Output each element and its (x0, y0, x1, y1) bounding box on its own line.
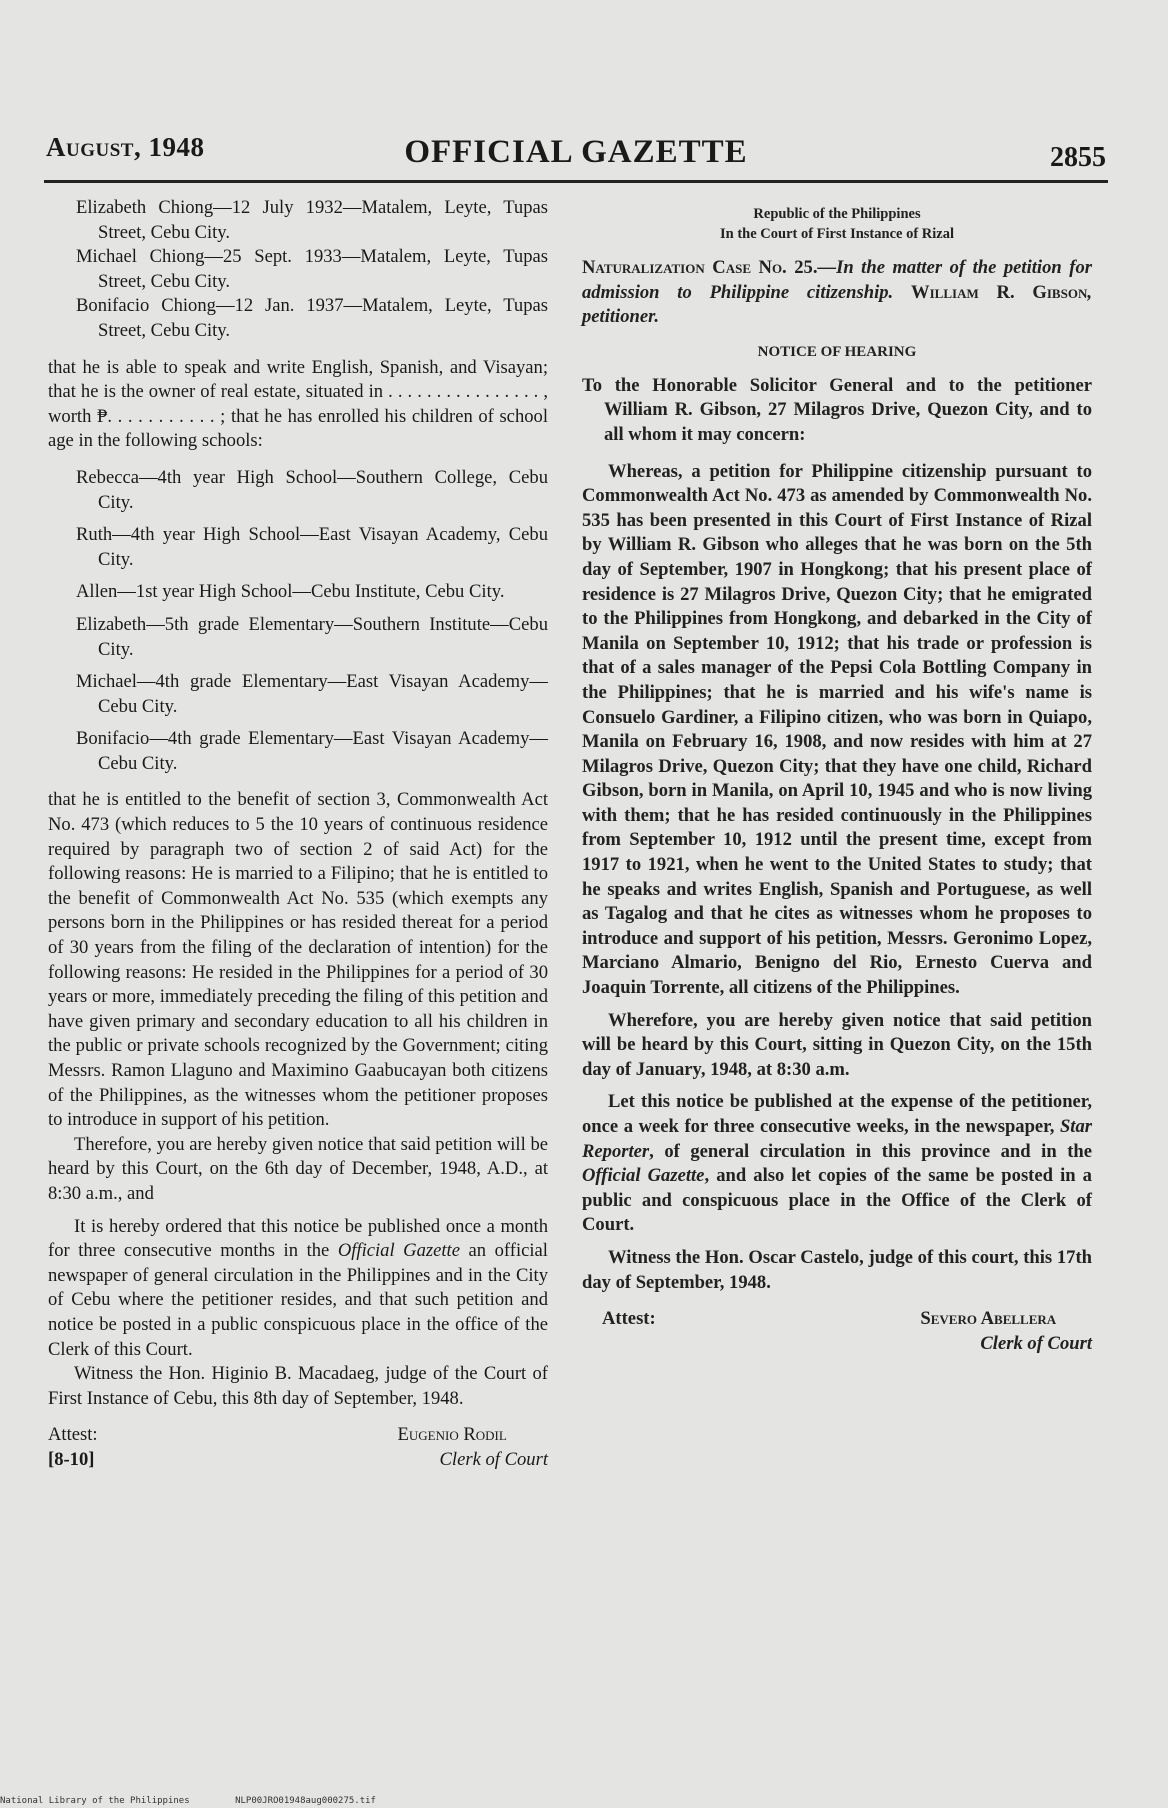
newspaper-name: Star Reporter (582, 1116, 1092, 1162)
publish-text-2: , of general circulation in this province and in the (649, 1140, 1092, 1162)
clerk-title: Clerk of Court (980, 1332, 1092, 1354)
school-entry: Ruth—4th year High School—East Visayan Academy, Cebu City. (76, 524, 548, 570)
ordered-text-2: an official newspaper of general circulation in the Philippines and in the City of Cebu where the petitioner resides, and that such petition and notice be posted in a public conspicuous place in the office of the Clerk of this Court. (48, 1240, 548, 1360)
ordered-text-1: It is hereby ordered that this notice be published once a month for three consecutive months in the (48, 1215, 548, 1262)
school-entry: Rebecca—4th year High School—Southern College, Cebu City. (76, 466, 548, 513)
addressee-paragraph: To the Honorable Solicitor General and to the petitioner William R. Gibson, 27 Milagros Drive, Quezon City, and to all whom it may concern: (582, 374, 1092, 445)
scan-filename: NLP00JRO01948aug000275.tif (235, 1796, 376, 1806)
witness-paragraph: Witness the Hon. Oscar Castelo, judge of this court, this 17th day of September, 1948. (582, 1246, 1092, 1293)
case-matter: —In the matter of the petition for admission to Philippine citizenship. (582, 257, 1092, 303)
wherefore-paragraph: Wherefore, you are hereby given notice that said petition will be heard by this Court, sitting in Quezon City, on the 15th day of January, 1948, at 8:30 a.m. (582, 1009, 1092, 1080)
left-column (48, 196, 548, 1473)
ordered-paragraph (48, 1215, 548, 1363)
library-credit: National Library of the Philippines (0, 1796, 190, 1806)
school-entry: Bonifacio—4th grade Elementary—East Visayan Academy—Cebu City. (76, 728, 548, 774)
right-column (582, 196, 1092, 1357)
court-republic: Republic of the Philippines (753, 206, 921, 222)
petitioner-role: , petitioner. (582, 281, 1092, 328)
publication-title: OFFICIAL GAZETTE (404, 134, 748, 170)
publish-text-3: , and also let copies of the same be posted in a public and conspicuous place in the Office of the Clerk of Court. (582, 1165, 1092, 1236)
publish-text-1: Let this notice be published at the expense of the petitioner, once a week for three consecutive weeks, in the newspaper, (582, 1091, 1092, 1137)
page-number: 2855 (1050, 142, 1106, 173)
scan-footer (0, 1796, 1168, 1806)
left-signature-block (48, 1423, 548, 1473)
right-signature-block (582, 1307, 1092, 1357)
attest-label: Attest: (48, 1424, 98, 1446)
clerk-name: Severo Abellera (920, 1308, 1057, 1330)
attest-label: Attest: (602, 1308, 656, 1330)
issue-month: August, 1948 (46, 132, 205, 162)
schools-intro-paragraph: that he is able to speak and write English, Spanish, and Visayan; that he is the owner of real estate, situated in . . . . . . . . . . . . . . . . , worth ₱. . . . . . . . . . . ; that he has enrolled his children of school age in the following schools: (48, 356, 548, 452)
school-entry: Elizabeth—5th grade Elementary—Southern Institute—Cebu City. (76, 613, 548, 660)
birth-entry: Bonifacio Chiong—12 Jan. 1937—Matalem, Leyte, Tupas Street, Cebu City. (76, 295, 548, 341)
clerk-title: Clerk of Court (439, 1448, 548, 1470)
whereas-paragraph: Whereas, a petition for Philippine citizenship pursuant to Commonwealth Act No. 473 as amended by Commonwealth No. 535 has been presented in this Court of First Instance of Rizal by William R. Gibson who alleges that he was born on the 5th day of September, 1907 in Hongkong; that his present place of residence is 27 Milagros Drive, Quezon City; that he emigrated to the Philippines from Hongkong, and debarked in the City of Manila on September 10, 1912; that his trade or profession is that of a sales manager of the Pepsi Cola Bottling Company in the Philippines; that he is married and his wife's name is Consuelo Gardiner, a Filipino citizen, who was born in Quiapo, Manila on February 16, 1908, and now resides with him at 27 Milagros Drive, Quezon City; that they have one child, Richard Gibson, born in Manila, on April 10, 1945 and who is now living with them; that he has resided continuously in the Philippines from September 10, 1912 until the present time, except from 1917 to 1921, when he went to the United States to study; that he speaks and writes English, Spanish and Portuguese, as well as Tagalog and that he cites as witnesses whom he proposes to introduce and support of his petition, Messrs. Geronimo Lopez, Marciano Almario, Benigno del Rio, Ernesto Cuerva and Joaquin Torrente, all citizens of the Philippines. (582, 460, 1092, 999)
case-label: Naturalization Case No. 25. (582, 257, 818, 278)
notice-heading: NOTICE OF HEARING (757, 343, 917, 360)
court-name: In the Court of First Instance of Rizal (720, 226, 954, 242)
official-gazette-title: Official Gazette (337, 1240, 460, 1262)
publish-paragraph (582, 1090, 1092, 1238)
school-entry: Michael—4th grade Elementary—East Visayan Academy—Cebu City. (76, 671, 548, 717)
benefit-paragraph: that he is entitled to the benefit of section 3, Commonwealth Act No. 473 (which reduces to 5 the 10 years of continuous residence required by paragraph two of section 2 of said Act) for the following reasons: He is married to a Filipino; that he is entitled to the benefit of Commonwealth Act No. 535 (which exempts any persons born in the Philippines or has resided thereat for a period of 30 years from the filing of the declaration of intention) for the following reasons: He resided in the Philippines for a period of 30 years or more, immediately preceding the filing of this petition and have given primary and secondary education to all his children in the public or private schools recognized by the Government; citing Messrs. Ramon Llaguno and Maximino Gaabucayan both citizens of the Philippines, as the witnesses whom the petitioner proposes to introduce in support of his petition. (48, 789, 548, 1131)
petitioner-name: William R. Gibson (911, 281, 1088, 303)
clerk-name: Eugenio Rodil (397, 1424, 507, 1446)
birth-entry: Elizabeth Chiong—12 July 1932—Matalem, Leyte, Tupas Street, Cebu City. (76, 197, 548, 243)
case-title (582, 256, 1092, 330)
reference-number: [8-10] (48, 1448, 95, 1470)
therefore-paragraph: Therefore, you are hereby given notice that said petition will be heard by this Court, on the 6th day of December, 1948, A.D., at 8:30 a.m., and (48, 1133, 548, 1204)
birth-entry: Michael Chiong—25 Sept. 1933—Matalem, Leyte, Tupas Street, Cebu City. (76, 246, 548, 292)
header-rule (44, 180, 1108, 183)
witness-paragraph: Witness the Hon. Higinio B. Macadaeg, judge of the Court of First Instance of Cebu, this 8th day of September, 1948. (48, 1363, 548, 1409)
page-header (46, 130, 1106, 178)
official-gazette-title: Official Gazette (582, 1165, 705, 1187)
school-entry: Allen—1st year High School—Cebu Institute, Cebu City. (76, 581, 505, 603)
